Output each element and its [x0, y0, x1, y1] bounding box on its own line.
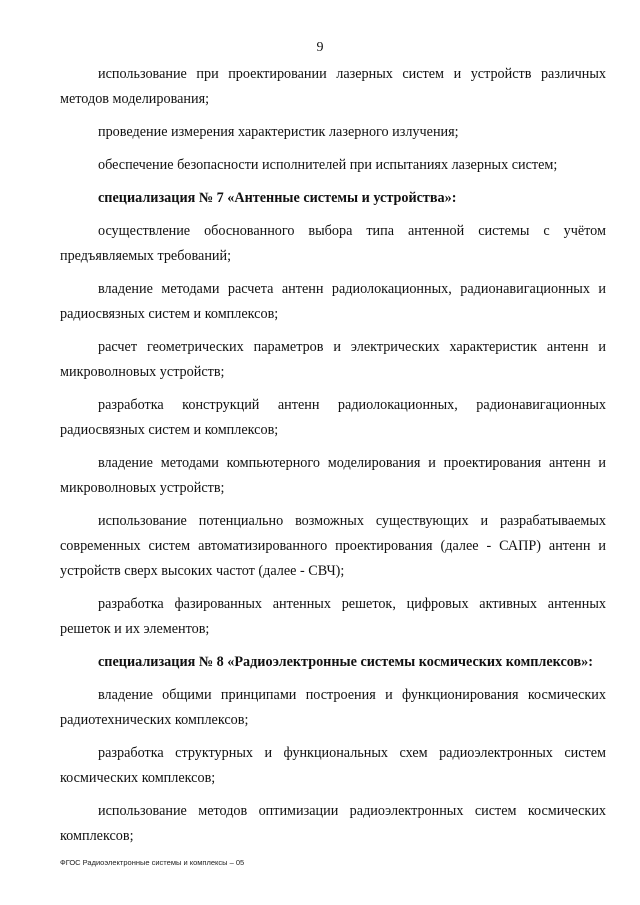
paragraph-phased-arrays: разработка фазированных антенных решеток, цифровых активных антенных решеток и их элементов;	[60, 596, 606, 637]
paragraph-cad-usage: использование потенциально возможных существующих и разрабатываемых современных систем автоматизированного проектирования (далее - САПР) антенн и устройств сверх высоких частот (далее - СВЧ);	[60, 513, 606, 579]
paragraph-modeling-methods: использование при проектировании лазерных систем и устройств различных методов моделирования;	[60, 66, 606, 107]
paragraph-antenna-design: разработка конструкций антенн радиолокационных, радионавигационных радиосвязных систем и комплексов;	[60, 397, 606, 438]
paragraph-optimization-methods: использование методов оптимизации радиоэлектронных систем космических комплексов;	[60, 803, 606, 844]
paragraph-antenna-calculation: владение методами расчета антенн радиолокационных, радионавигационных и радиосвязных систем и комплексов;	[60, 281, 606, 322]
paragraph-geometry-calculation: расчет геометрических параметров и электрических характеристик антенн и микроволновых устройств;	[60, 339, 606, 380]
paragraph-laser-measurement: проведение измерения характеристик лазерного излучения;	[98, 124, 459, 140]
footer-note: ФГОС Радиоэлектронные системы и комплексы – 05	[60, 858, 245, 867]
heading-specialization-7: специализация № 7 «Антенные системы и устройства»:	[98, 190, 457, 206]
paragraph-antenna-choice: осуществление обоснованного выбора типа антенной системы с учётом предъявляемых требований;	[60, 223, 606, 264]
paragraph-computer-modeling: владение методами компьютерного моделирования и проектирования антенн и микроволновых устройств;	[60, 455, 606, 496]
document-body	[60, 62, 606, 857]
paragraph-space-principles: владение общими принципами построения и функционирования космических радиотехнических комплексов;	[60, 687, 606, 728]
paragraph-structural-schemes: разработка структурных и функциональных схем радиоэлектронных систем космических комплексов;	[60, 745, 606, 786]
heading-specialization-8: специализация № 8 «Радиоэлектронные системы космических комплексов»:	[98, 654, 593, 670]
paragraph-safety: обеспечение безопасности исполнителей при испытаниях лазерных систем;	[98, 157, 558, 173]
page-number: 9	[316, 40, 324, 55]
